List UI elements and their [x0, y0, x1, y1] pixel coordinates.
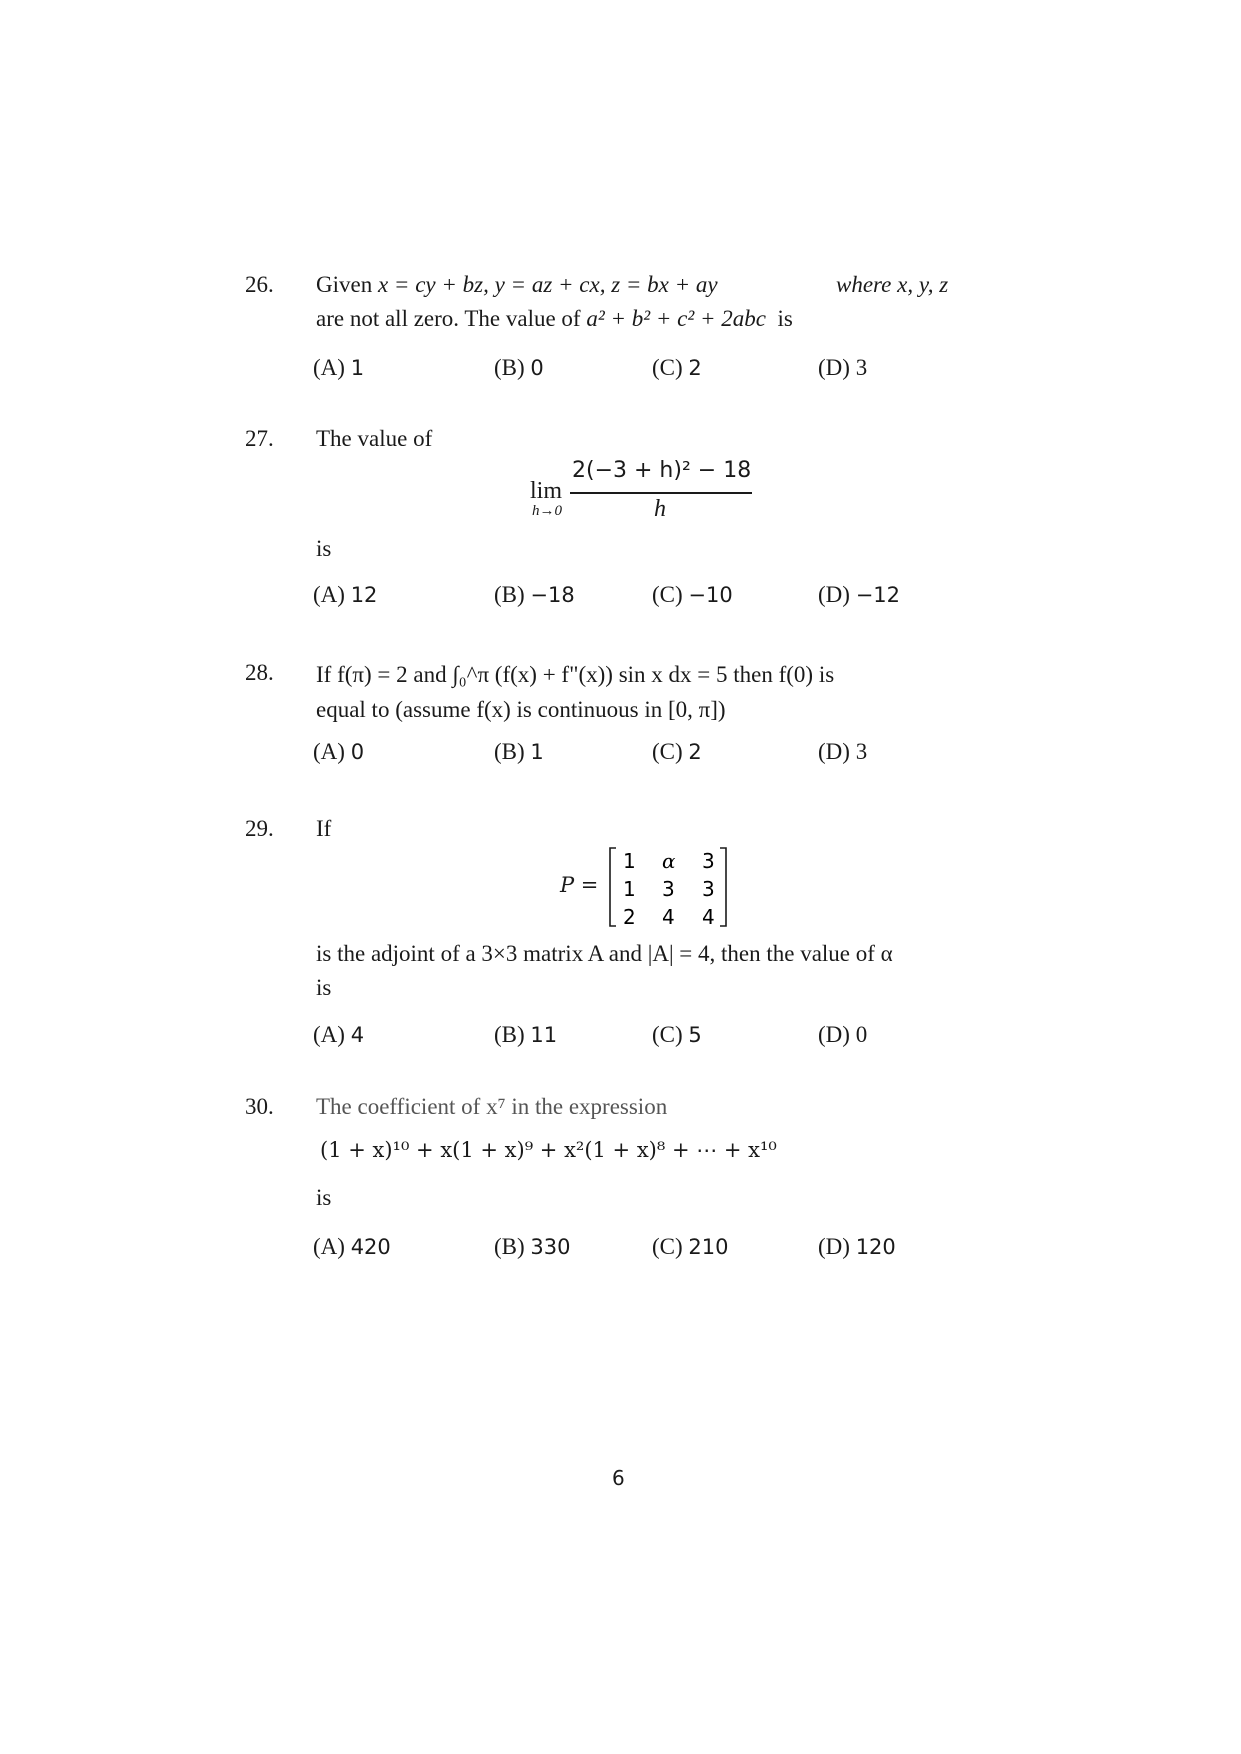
q28-option-b[interactable]: (B) 1: [494, 739, 544, 764]
q29-line1: is the adjoint of a 3×3 matrix A and |A| = 4, then the value of α: [316, 941, 893, 966]
matrix-cell: 3: [702, 849, 715, 873]
q26-option-c[interactable]: (C) 2: [652, 355, 702, 380]
matrix-left-bracket: [610, 848, 616, 926]
q28-option-a[interactable]: (A) 0: [313, 739, 365, 764]
question-27-number: 27.: [245, 426, 274, 451]
q29-intro: If: [316, 816, 332, 841]
q30-outro: is: [316, 1185, 332, 1210]
q28-option-d[interactable]: (D) 3: [818, 739, 868, 764]
question-29-number: 29.: [245, 816, 274, 841]
q28-line1: If f(π) = 2 and ∫₀^π (f(x) + f"(x)) sin x dx = 5 then f(0) is: [316, 662, 835, 687]
q26-where-text: where x, y, z: [836, 272, 949, 297]
q26-option-d[interactable]: (D) 3: [818, 355, 868, 380]
q30-option-c[interactable]: (C) 210: [652, 1234, 729, 1259]
q27-outro: is: [316, 536, 332, 561]
matrix-cell: α: [662, 849, 676, 873]
q26-option-b[interactable]: (B) 0: [494, 355, 544, 380]
q26-is: is: [777, 306, 793, 331]
question-26-line1: [316, 272, 718, 298]
q27-option-a[interactable]: (A) 12: [313, 582, 378, 607]
question-26-number: 26.: [245, 272, 274, 297]
matrix-cell: 3: [702, 877, 715, 901]
q27-fraction-bar: [570, 492, 752, 494]
matrix-cell: 2: [623, 905, 636, 928]
q26-equations: x = cy + bz, y = az + cx, z = bx + ay: [377, 272, 718, 297]
q29-line2: is: [316, 975, 332, 1000]
question-28-number: 28.: [245, 660, 274, 685]
matrix-cell: 4: [662, 905, 675, 928]
q29-option-d[interactable]: (D) 0: [818, 1022, 868, 1047]
q28-line2: equal to (assume f(x) is continuous in [0, π]): [316, 697, 726, 722]
q27-intro: The value of: [316, 426, 433, 451]
matrix-cell: 1: [623, 877, 636, 901]
q30-intro: The coefficient of x⁷ in the expression: [316, 1094, 668, 1119]
q27-lim: lim: [530, 478, 563, 504]
matrix-cell: 1: [623, 849, 636, 873]
q26-option-a[interactable]: (A) 1: [313, 355, 365, 380]
page-number: 6: [612, 1466, 625, 1490]
q29-matrix: [606, 846, 730, 928]
q29-option-b[interactable]: (B) 11: [494, 1022, 558, 1047]
q27-numerator: 2(−3 + h)² − 18: [572, 458, 752, 483]
q29-matrix-lhs: P =: [560, 873, 599, 897]
q27-option-b[interactable]: (B) −18: [494, 582, 575, 607]
q27-denominator: h: [654, 496, 666, 522]
matrix-cell: 4: [702, 905, 715, 928]
q30-expression: (1 + x)¹⁰ + x(1 + x)⁹ + x²(1 + x)⁸ + ⋯ + x¹⁰: [320, 1138, 777, 1162]
q29-option-c[interactable]: (C) 5: [652, 1022, 702, 1047]
matrix-cell: 3: [662, 877, 675, 901]
matrix-right-bracket: [720, 848, 726, 926]
q26-line2-text: are not all zero. The value of: [316, 306, 581, 331]
question-26-line2: [316, 306, 793, 332]
q27-lim-sub: h→0: [532, 503, 562, 519]
q27-option-d[interactable]: (D) −12: [818, 582, 901, 607]
q28-option-c[interactable]: (C) 2: [652, 739, 702, 764]
q27-option-c[interactable]: (C) −10: [652, 582, 733, 607]
question-30-number: 30.: [245, 1094, 274, 1119]
q26-expression: a² + b² + c² + 2abc: [586, 306, 767, 331]
q30-option-a[interactable]: (A) 420: [313, 1234, 391, 1259]
q30-option-d[interactable]: (D) 120: [818, 1234, 896, 1259]
q30-option-b[interactable]: (B) 330: [494, 1234, 571, 1259]
q26-prefix: Given: [316, 272, 378, 297]
q29-option-a[interactable]: (A) 4: [313, 1022, 365, 1047]
